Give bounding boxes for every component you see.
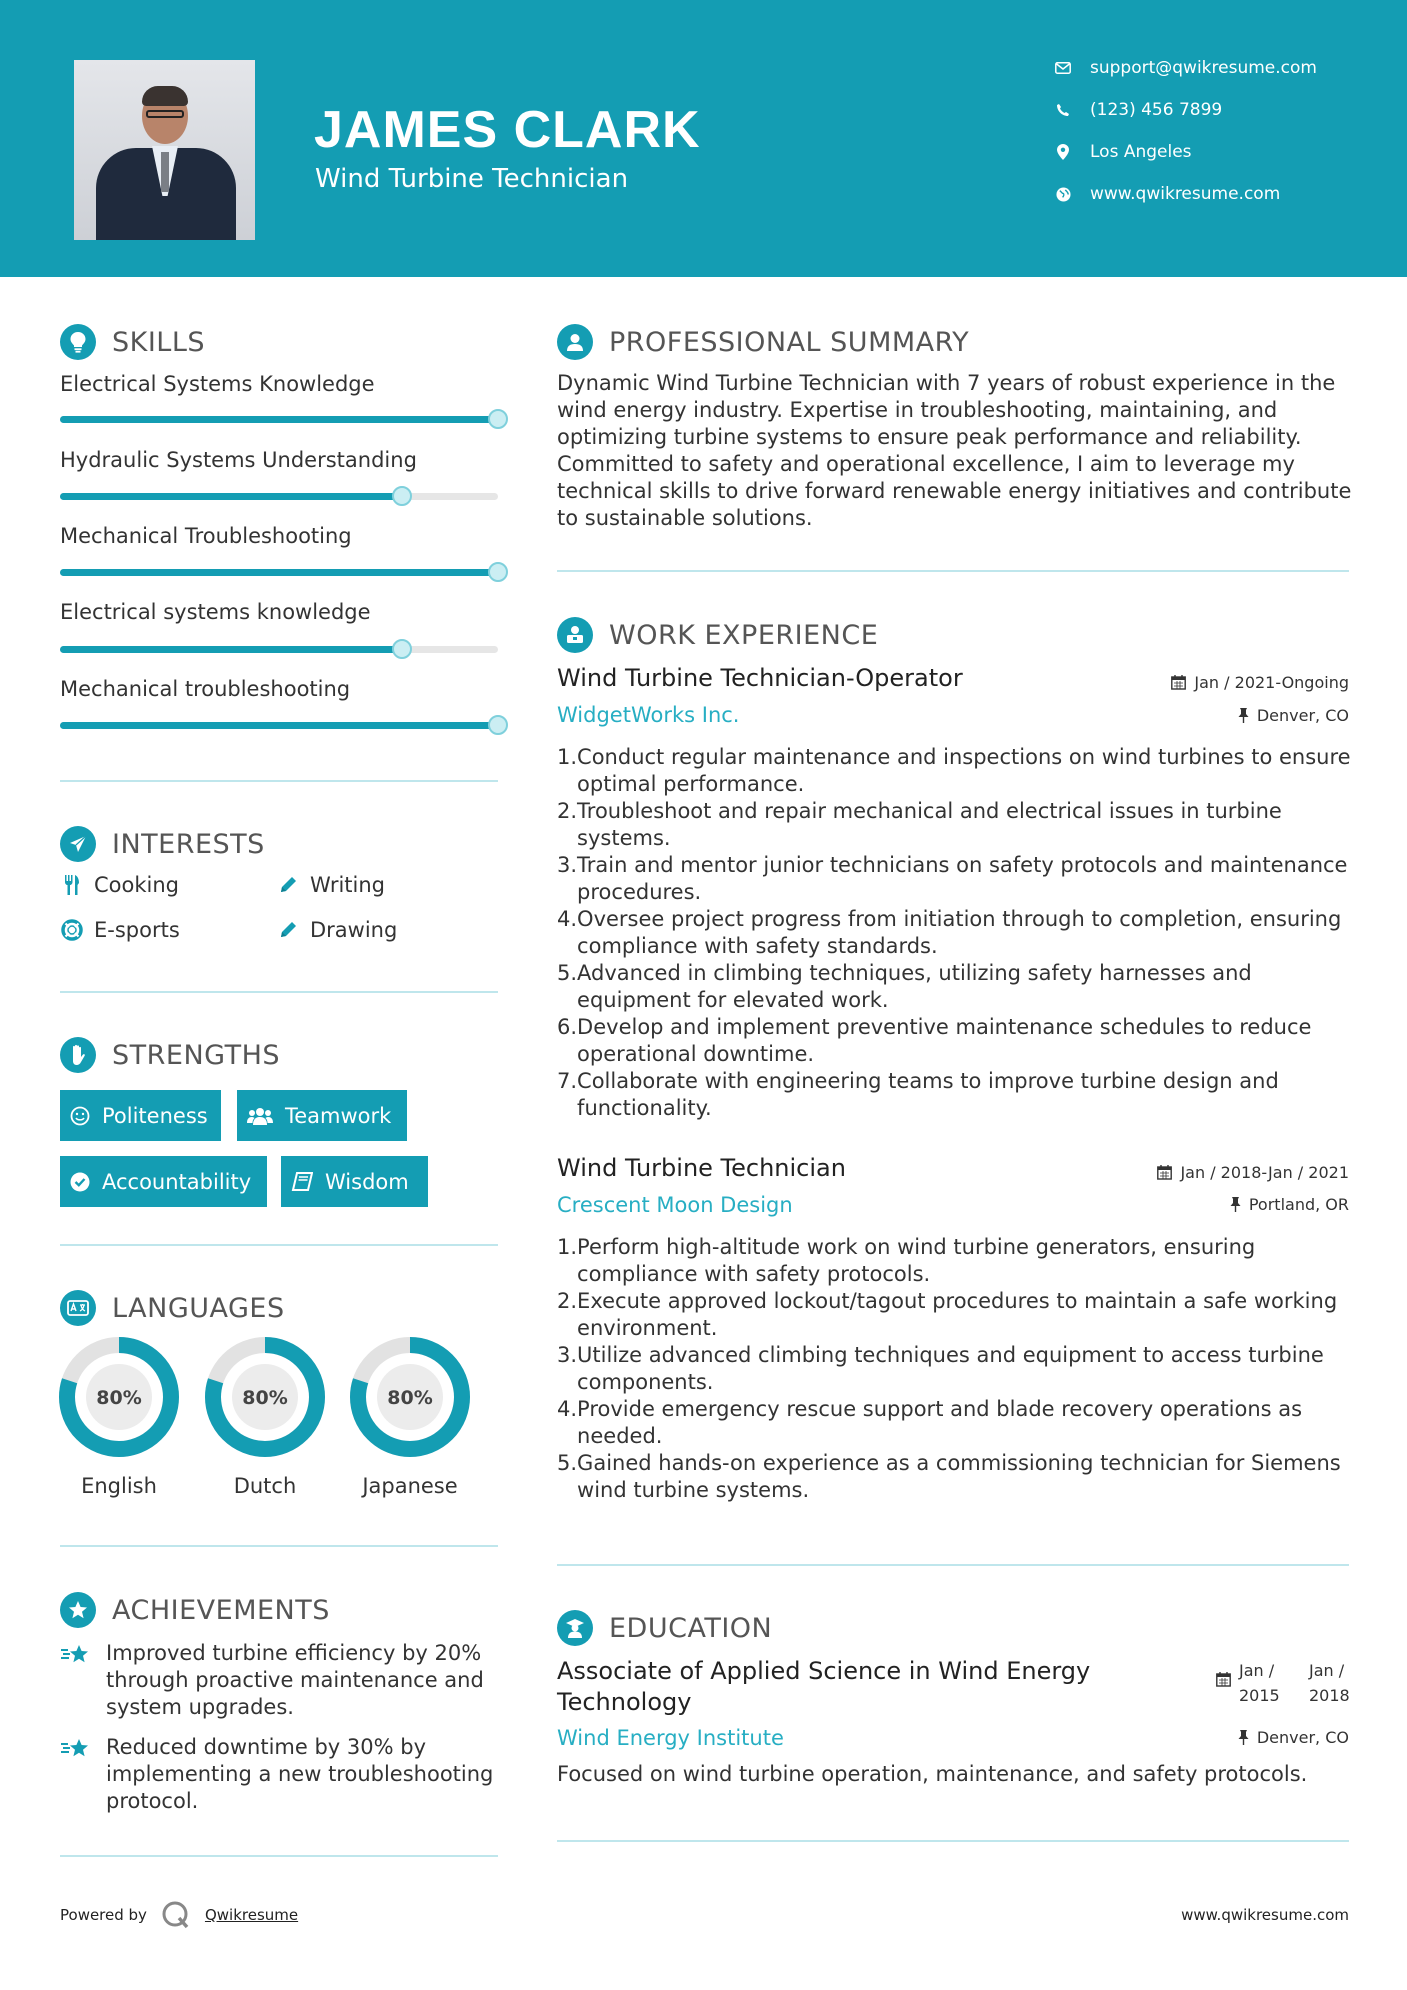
section-divider xyxy=(557,1840,1349,1842)
contact-email[interactable]: support@qwikresume.com xyxy=(1052,58,1317,78)
section-divider xyxy=(60,780,498,782)
job-title: Wind Turbine Technician xyxy=(557,1154,846,1182)
list-item: 3. Train and mentor junior technicians on safety protocols and maintenance procedures. xyxy=(557,853,1348,904)
pushpin-icon xyxy=(1238,708,1249,723)
book-icon xyxy=(291,1172,313,1192)
job-dates: Jan / 2021-Ongoing xyxy=(1171,673,1349,692)
job-location: Denver, CO xyxy=(1238,706,1349,725)
language-percent: 80% xyxy=(242,1387,288,1409)
interest-item: Drawing xyxy=(276,918,397,942)
company-name: WidgetWorks Inc. xyxy=(557,703,740,727)
school-name: Wind Energy Institute xyxy=(557,1726,784,1750)
interest-item: Cooking xyxy=(60,873,179,897)
star-badge-icon xyxy=(60,1592,96,1628)
profile-photo xyxy=(74,60,255,240)
list-item: 7. Collaborate with engineering teams to improve turbine design and functionality. xyxy=(557,1069,1279,1120)
calendar-icon xyxy=(1157,1165,1172,1180)
skill-label: Mechanical troubleshooting xyxy=(60,677,351,701)
language-percent: 80% xyxy=(387,1387,433,1409)
language-percent: 80% xyxy=(96,1387,142,1409)
education-heading: EDUCATION xyxy=(557,1610,772,1646)
job-duties-list xyxy=(557,744,1357,1122)
list-item: 5. Gained hands-on experience as a commissioning technician for Siemens wind turbine systems. xyxy=(557,1451,1341,1502)
job-title: Wind Turbine Technician-Operator xyxy=(557,664,963,692)
education-description: Focused on wind turbine operation, maintenance, and safety protocols. xyxy=(557,1762,1308,1786)
section-divider xyxy=(557,1564,1349,1566)
achievements-heading: ACHIEVEMENTS xyxy=(60,1592,330,1628)
contact-website[interactable]: www.qwikresume.com xyxy=(1052,184,1280,204)
skill-label: Mechanical Troubleshooting xyxy=(60,524,352,548)
footer-website[interactable]: www.qwikresume.com xyxy=(1181,1906,1349,1924)
skills-heading: SKILLS xyxy=(60,324,205,360)
interest-item: E-sports xyxy=(60,918,180,942)
check-circle-icon xyxy=(70,1172,90,1192)
job-duties-list xyxy=(557,1234,1357,1504)
skill-bar xyxy=(60,493,498,500)
list-item: 1. Perform high-altitude work on wind turbine generators, ensuring compliance with safety protocols. xyxy=(557,1235,1256,1286)
language-name: English xyxy=(81,1474,157,1498)
skill-bar xyxy=(60,416,498,423)
list-item: 2. Execute approved lockout/tagout procedures to maintain a safe working environment. xyxy=(557,1289,1338,1340)
section-divider xyxy=(557,570,1349,572)
shooting-star-icon xyxy=(60,1640,92,1721)
section-divider xyxy=(60,1545,498,1547)
strength-badge: Wisdom xyxy=(281,1156,428,1207)
pushpin-icon xyxy=(1230,1197,1241,1212)
interests-heading: INTERESTS xyxy=(60,826,265,862)
achievement-item: Reduced downtime by 30% by implementing a new troubleshooting protocol. xyxy=(60,1734,500,1815)
graduate-icon xyxy=(557,1610,593,1646)
raised-hand-icon xyxy=(60,1037,96,1073)
strength-badge: Politeness xyxy=(60,1090,221,1141)
calendar-icon xyxy=(1171,675,1186,690)
section-divider xyxy=(60,1244,498,1246)
skill-bar xyxy=(60,722,498,729)
strength-badge: Accountability xyxy=(60,1156,267,1207)
list-item: 4. Oversee project progress from initiation through to completion, ensuring compliance with safety standards. xyxy=(557,907,1342,958)
calendar-icon xyxy=(1216,1672,1231,1687)
qwikresume-logo-icon xyxy=(161,1900,191,1930)
list-item: 3. Utilize advanced climbing techniques and equipment to access turbine components. xyxy=(557,1343,1324,1394)
experience-heading: WORK EXPERIENCE xyxy=(557,617,878,653)
interest-item: Writing xyxy=(276,873,385,897)
paper-plane-icon xyxy=(60,826,96,862)
degree-title: Associate of Applied Science in Wind Energy Technology xyxy=(557,1657,1091,1716)
shooting-star-icon xyxy=(60,1734,92,1815)
list-item: 5. Advanced in climbing techniques, utilizing safety harnesses and equipment for elevated work. xyxy=(557,961,1252,1012)
globe-icon xyxy=(1052,187,1074,202)
achievement-item: Improved turbine efficiency by 20% through proactive maintenance and system upgrades. xyxy=(60,1640,500,1721)
candidate-name: JAMES CLARK xyxy=(314,101,701,159)
header-banner xyxy=(0,0,1407,277)
phone-icon xyxy=(1052,103,1074,117)
section-divider xyxy=(60,1855,498,1857)
cutlery-icon xyxy=(60,874,84,896)
skill-label: Electrical systems knowledge xyxy=(60,600,371,624)
candidate-title: Wind Turbine Technician xyxy=(315,164,629,194)
pencil-icon xyxy=(276,875,300,895)
skill-label: Electrical Systems Knowledge xyxy=(60,372,375,396)
language-icon xyxy=(60,1290,96,1326)
summary-heading: PROFESSIONAL SUMMARY xyxy=(557,324,969,360)
skill-bar xyxy=(60,646,498,653)
footer-powered-by: Powered by Qwikresume xyxy=(60,1900,298,1930)
list-item: 4. Provide emergency rescue support and blade recovery operations as needed. xyxy=(557,1397,1303,1448)
list-item: 6. Develop and implement preventive maintenance schedules to reduce operational downtime. xyxy=(557,1015,1312,1066)
briefcase-user-icon xyxy=(557,617,593,653)
envelope-icon xyxy=(1052,62,1074,74)
language-ring xyxy=(59,1337,179,1461)
contact-location: Los Angeles xyxy=(1052,142,1192,162)
languages-heading: LANGUAGES xyxy=(60,1290,285,1326)
skill-bar xyxy=(60,569,498,576)
summary-text: Dynamic Wind Turbine Technician with 7 years of robust experience in the wind energy industry. Expertise in troubleshooting, maintaining, and optimizing turbine systems to ensure peak performance and reliability. Committed to safety and operational excellence, I aim to leverage my technical skills to drive forward renewable energy initiatives and contribute to sustainable solutions. xyxy=(557,371,1352,530)
user-icon xyxy=(557,324,593,360)
pushpin-icon xyxy=(1238,1730,1249,1745)
users-icon xyxy=(247,1106,273,1126)
job-location: Portland, OR xyxy=(1230,1195,1349,1214)
language-ring xyxy=(350,1337,470,1461)
qwikresume-link[interactable]: Qwikresume xyxy=(204,1906,299,1924)
list-item: 2. Troubleshoot and repair mechanical and electrical issues in turbine systems. xyxy=(557,799,1282,850)
contact-phone[interactable]: (123) 456 7899 xyxy=(1052,100,1222,120)
language-name: Japanese xyxy=(362,1474,458,1498)
language-ring xyxy=(205,1337,325,1461)
education-location: Denver, CO xyxy=(1238,1728,1349,1747)
company-name: Crescent Moon Design xyxy=(557,1193,793,1217)
smile-icon xyxy=(70,1106,90,1126)
section-divider xyxy=(60,991,498,993)
lightbulb-icon xyxy=(60,324,96,360)
language-name: Dutch xyxy=(233,1474,297,1498)
education-dates: Jan / 2015 Jan / 2018 xyxy=(1216,1658,1349,1708)
lifebuoy-icon xyxy=(60,919,84,941)
skill-label: Hydraulic Systems Understanding xyxy=(60,448,417,472)
map-pin-icon xyxy=(1052,144,1074,160)
list-item: 1. Conduct regular maintenance and inspections on wind turbines to ensure optimal performance. xyxy=(557,745,1351,796)
pencil-icon xyxy=(276,920,300,940)
job-dates: Jan / 2018-Jan / 2021 xyxy=(1157,1163,1349,1182)
strengths-heading: STRENGTHS xyxy=(60,1037,280,1073)
strength-badge: Teamwork xyxy=(237,1090,407,1141)
